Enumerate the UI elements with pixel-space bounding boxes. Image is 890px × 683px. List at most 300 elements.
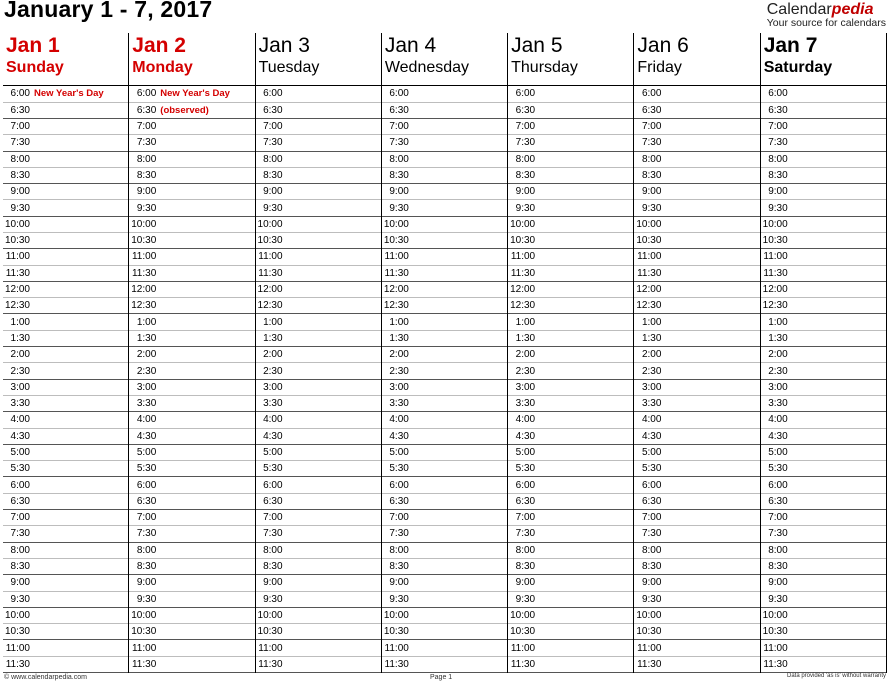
time-slot[interactable] (382, 477, 507, 493)
time-slot[interactable] (129, 412, 254, 428)
time-slot[interactable] (634, 657, 759, 673)
time-slot[interactable] (129, 266, 254, 282)
time-label: 6:30 (515, 104, 536, 116)
time-slot[interactable] (129, 592, 254, 608)
time-slot[interactable] (382, 86, 507, 102)
time-slot[interactable] (761, 461, 886, 477)
time-label: 1:00 (389, 316, 409, 328)
time-slot[interactable] (634, 559, 759, 575)
time-slot[interactable] (256, 135, 381, 151)
time-label: 4:00 (263, 414, 283, 426)
time-slot[interactable] (508, 380, 633, 396)
time-slot[interactable] (382, 184, 507, 200)
time-slot[interactable] (3, 657, 128, 673)
time-slot[interactable] (129, 461, 254, 477)
time-slot[interactable] (256, 608, 381, 624)
time-slot[interactable] (508, 412, 633, 428)
time-slot[interactable] (634, 412, 759, 428)
time-slot[interactable] (256, 461, 381, 477)
time-slot[interactable] (761, 363, 886, 379)
time-slot[interactable] (3, 86, 128, 102)
time-slot[interactable] (129, 200, 254, 216)
time-slot[interactable] (761, 168, 886, 184)
time-slot[interactable] (634, 184, 759, 200)
time-label: 4:00 (641, 414, 662, 426)
time-slot[interactable] (3, 461, 128, 477)
time-label: 6:00 (389, 88, 409, 100)
time-slot[interactable] (761, 152, 886, 168)
time-slot[interactable] (3, 477, 128, 493)
time-slot[interactable] (129, 282, 254, 298)
time-label: 9:30 (515, 202, 536, 214)
time-label: 9:00 (768, 577, 788, 589)
time-slot[interactable] (3, 152, 128, 168)
time-slot[interactable] (129, 559, 254, 575)
time-slot[interactable] (382, 380, 507, 396)
time-slot[interactable] (382, 298, 507, 314)
time-slot[interactable] (256, 86, 381, 102)
time-slot[interactable] (761, 510, 886, 526)
time-slot[interactable] (508, 184, 633, 200)
time-slot[interactable] (634, 200, 759, 216)
time-slot[interactable] (761, 477, 886, 493)
time-slot[interactable] (508, 200, 633, 216)
time-label: 8:00 (641, 153, 662, 165)
time-slot[interactable] (3, 608, 128, 624)
time-label: 12:00 (762, 284, 788, 296)
time-slot[interactable] (382, 461, 507, 477)
time-slot[interactable] (508, 249, 633, 265)
time-slot[interactable] (761, 429, 886, 445)
time-slot[interactable] (3, 363, 128, 379)
time-slot[interactable] (508, 217, 633, 233)
time-slot[interactable] (761, 135, 886, 151)
time-slot[interactable] (634, 282, 759, 298)
time-slot[interactable] (634, 314, 759, 330)
time-slot[interactable] (508, 266, 633, 282)
time-slot[interactable] (129, 624, 254, 640)
time-slot[interactable] (3, 249, 128, 265)
time-slot[interactable] (382, 608, 507, 624)
time-slot[interactable] (382, 282, 507, 298)
time-label: 4:30 (136, 430, 157, 442)
time-slot[interactable] (761, 331, 886, 347)
time-slot[interactable] (129, 526, 254, 542)
time-slot[interactable] (3, 233, 128, 249)
time-slot[interactable] (634, 135, 759, 151)
time-slot[interactable] (508, 363, 633, 379)
time-slot[interactable] (3, 331, 128, 347)
time-slot[interactable] (3, 347, 128, 363)
time-label: 8:00 (389, 544, 409, 556)
time-slot[interactable] (256, 445, 381, 461)
time-slot[interactable] (634, 266, 759, 282)
time-slot[interactable] (761, 249, 886, 265)
time-label: 11:30 (131, 267, 157, 279)
time-slot[interactable] (256, 152, 381, 168)
time-slot[interactable] (508, 396, 633, 412)
time-slot[interactable] (634, 592, 759, 608)
time-slot[interactable] (761, 543, 886, 559)
time-slot[interactable] (634, 298, 759, 314)
time-slot[interactable] (256, 266, 381, 282)
time-label: 11:30 (5, 267, 30, 279)
time-slot[interactable] (129, 477, 254, 493)
time-label: 3:00 (389, 381, 409, 393)
time-label: 9:30 (768, 593, 788, 605)
time-slot[interactable] (129, 152, 254, 168)
time-slot[interactable] (508, 331, 633, 347)
time-slot[interactable] (761, 233, 886, 249)
time-slot[interactable] (256, 347, 381, 363)
time-slot[interactable] (256, 168, 381, 184)
time-slot[interactable] (634, 608, 759, 624)
time-label: 2:30 (768, 365, 788, 377)
time-slot[interactable] (382, 657, 507, 673)
time-slot[interactable] (256, 412, 381, 428)
time-slot[interactable] (634, 380, 759, 396)
time-label: 12:30 (383, 300, 409, 312)
time-slot[interactable] (256, 429, 381, 445)
time-slot[interactable] (634, 152, 759, 168)
time-slot[interactable] (761, 314, 886, 330)
time-slot[interactable] (256, 184, 381, 200)
time-label: 12:00 (510, 284, 536, 296)
time-slot[interactable] (129, 380, 254, 396)
time-slot[interactable] (634, 640, 759, 656)
time-slot[interactable] (382, 543, 507, 559)
time-slot[interactable] (256, 592, 381, 608)
time-slot[interactable] (382, 445, 507, 461)
time-slot[interactable] (129, 347, 254, 363)
time-slot[interactable] (256, 282, 381, 298)
time-slot[interactable] (761, 445, 886, 461)
time-slot[interactable] (382, 559, 507, 575)
time-slot[interactable] (382, 249, 507, 265)
time-slot[interactable] (508, 510, 633, 526)
time-slot[interactable] (3, 119, 128, 135)
time-slot[interactable] (3, 526, 128, 542)
time-label: 1:00 (136, 316, 157, 328)
time-label: 7:30 (10, 528, 30, 540)
time-slot[interactable] (508, 282, 633, 298)
time-slot-list (3, 85, 128, 673)
time-label: 10:30 (510, 235, 536, 247)
time-slot[interactable] (3, 592, 128, 608)
time-slot[interactable] (129, 233, 254, 249)
time-slot[interactable] (3, 429, 128, 445)
time-slot[interactable] (256, 510, 381, 526)
time-slot[interactable] (3, 314, 128, 330)
time-slot[interactable] (761, 103, 886, 119)
time-slot[interactable] (508, 119, 633, 135)
time-slot[interactable] (761, 494, 886, 510)
time-slot[interactable] (3, 412, 128, 428)
time-slot[interactable] (382, 217, 507, 233)
time-slot[interactable] (508, 477, 633, 493)
time-slot[interactable] (634, 119, 759, 135)
time-slot[interactable] (634, 233, 759, 249)
time-slot[interactable] (508, 445, 633, 461)
time-slot[interactable] (382, 200, 507, 216)
time-slot[interactable] (3, 559, 128, 575)
time-slot[interactable] (508, 135, 633, 151)
time-slot[interactable] (634, 363, 759, 379)
time-slot[interactable] (3, 494, 128, 510)
time-slot[interactable] (129, 217, 254, 233)
time-slot[interactable] (129, 86, 254, 102)
time-slot[interactable] (382, 168, 507, 184)
time-slot[interactable] (3, 168, 128, 184)
time-slot[interactable] (256, 477, 381, 493)
time-slot[interactable] (3, 184, 128, 200)
time-slot[interactable] (129, 119, 254, 135)
time-slot[interactable] (508, 608, 633, 624)
time-slot[interactable] (256, 363, 381, 379)
time-slot[interactable] (761, 266, 886, 282)
time-slot[interactable] (129, 445, 254, 461)
time-slot[interactable] (761, 184, 886, 200)
time-label: 3:30 (263, 398, 283, 410)
time-slot[interactable] (382, 624, 507, 640)
time-slot[interactable] (508, 526, 633, 542)
time-slot[interactable] (382, 119, 507, 135)
time-slot[interactable] (634, 347, 759, 363)
brand-name (767, 1, 886, 18)
time-slot[interactable] (382, 429, 507, 445)
time-slot[interactable] (129, 249, 254, 265)
time-slot[interactable] (761, 200, 886, 216)
time-slot[interactable] (256, 494, 381, 510)
time-slot[interactable] (508, 298, 633, 314)
time-slot[interactable] (382, 233, 507, 249)
time-slot[interactable] (129, 494, 254, 510)
time-slot[interactable] (508, 494, 633, 510)
time-label: 7:30 (389, 137, 409, 149)
time-slot[interactable] (129, 331, 254, 347)
time-slot[interactable] (382, 592, 507, 608)
time-slot[interactable] (3, 396, 128, 412)
time-slot[interactable] (3, 445, 128, 461)
time-label: 10:30 (4, 626, 30, 638)
time-slot[interactable] (761, 217, 886, 233)
time-slot[interactable] (634, 396, 759, 412)
time-slot[interactable] (508, 640, 633, 656)
time-slot[interactable] (508, 103, 633, 119)
time-slot[interactable] (508, 657, 633, 673)
time-slot[interactable] (129, 168, 254, 184)
time-slot[interactable] (761, 559, 886, 575)
time-slot[interactable] (508, 592, 633, 608)
time-slot[interactable] (382, 331, 507, 347)
time-slot[interactable] (761, 412, 886, 428)
time-slot[interactable] (3, 135, 128, 151)
time-slot[interactable] (634, 86, 759, 102)
time-slot[interactable] (761, 298, 886, 314)
time-slot[interactable] (508, 152, 633, 168)
time-slot[interactable] (634, 249, 759, 265)
time-slot[interactable] (3, 200, 128, 216)
time-slot[interactable] (761, 592, 886, 608)
time-slot[interactable] (508, 347, 633, 363)
time-label: 11:30 (384, 267, 409, 279)
time-slot[interactable] (382, 103, 507, 119)
time-slot-list (761, 85, 886, 673)
time-slot[interactable] (3, 510, 128, 526)
time-slot[interactable] (634, 477, 759, 493)
time-slot[interactable] (761, 282, 886, 298)
time-slot[interactable] (129, 135, 254, 151)
time-label: 1:00 (515, 316, 536, 328)
time-slot[interactable] (129, 298, 254, 314)
time-slot[interactable] (382, 640, 507, 656)
time-label: 1:00 (263, 316, 283, 328)
time-slot[interactable] (3, 266, 128, 282)
time-slot[interactable] (3, 282, 128, 298)
time-slot[interactable] (634, 575, 759, 591)
time-slot[interactable] (508, 429, 633, 445)
time-label: 10:00 (636, 218, 662, 230)
time-slot[interactable] (3, 543, 128, 559)
time-slot[interactable] (256, 249, 381, 265)
time-slot[interactable] (508, 314, 633, 330)
time-slot[interactable] (129, 608, 254, 624)
time-slot[interactable] (761, 526, 886, 542)
time-label: 8:00 (389, 153, 409, 165)
time-slot[interactable] (634, 217, 759, 233)
time-slot[interactable] (3, 103, 128, 119)
time-slot[interactable] (256, 314, 381, 330)
time-slot[interactable] (382, 314, 507, 330)
time-label: 5:30 (10, 463, 30, 475)
time-label: 7:30 (641, 137, 662, 149)
time-slot[interactable] (129, 429, 254, 445)
time-slot[interactable] (129, 657, 254, 673)
time-slot[interactable] (3, 640, 128, 656)
time-slot[interactable] (508, 461, 633, 477)
time-label: 9:00 (515, 186, 536, 198)
time-slot[interactable] (3, 624, 128, 640)
time-slot[interactable] (256, 331, 381, 347)
time-slot[interactable] (634, 331, 759, 347)
time-slot[interactable] (382, 135, 507, 151)
time-slot[interactable] (256, 559, 381, 575)
time-slot[interactable] (508, 543, 633, 559)
time-slot[interactable] (256, 200, 381, 216)
time-label: 1:30 (263, 332, 283, 344)
time-slot[interactable] (508, 559, 633, 575)
time-slot[interactable] (634, 494, 759, 510)
time-label: 8:30 (10, 561, 30, 573)
time-slot[interactable] (761, 608, 886, 624)
time-slot[interactable] (634, 624, 759, 640)
time-slot[interactable] (634, 526, 759, 542)
day-weekday: Saturday (763, 59, 833, 76)
time-slot[interactable] (508, 168, 633, 184)
time-slot[interactable] (129, 184, 254, 200)
time-slot[interactable] (634, 461, 759, 477)
time-label: 10:00 (383, 218, 409, 230)
time-label: 6:30 (263, 104, 283, 116)
time-slot[interactable] (634, 429, 759, 445)
time-slot[interactable] (256, 380, 381, 396)
time-slot[interactable] (129, 640, 254, 656)
time-slot[interactable] (634, 510, 759, 526)
time-label: 12:00 (636, 284, 662, 296)
time-slot[interactable] (256, 657, 381, 673)
time-slot[interactable] (129, 396, 254, 412)
time-slot[interactable] (761, 380, 886, 396)
time-slot[interactable] (256, 575, 381, 591)
time-slot[interactable] (256, 526, 381, 542)
time-slot[interactable] (508, 233, 633, 249)
time-slot[interactable] (382, 347, 507, 363)
time-slot[interactable] (3, 380, 128, 396)
time-slot[interactable] (382, 510, 507, 526)
time-slot[interactable] (129, 314, 254, 330)
time-slot[interactable] (382, 266, 507, 282)
time-slot[interactable] (634, 103, 759, 119)
time-label: 1:30 (389, 332, 409, 344)
time-slot[interactable] (256, 298, 381, 314)
time-slot[interactable] (256, 217, 381, 233)
time-slot[interactable] (256, 233, 381, 249)
time-slot[interactable] (256, 103, 381, 119)
time-slot[interactable] (382, 575, 507, 591)
time-slot[interactable] (761, 575, 886, 591)
time-slot[interactable] (3, 298, 128, 314)
time-slot[interactable] (129, 543, 254, 559)
time-slot[interactable] (129, 510, 254, 526)
time-slot[interactable] (634, 543, 759, 559)
time-slot[interactable] (129, 103, 254, 119)
time-slot[interactable] (256, 640, 381, 656)
time-slot[interactable] (382, 494, 507, 510)
time-label: 10:30 (762, 235, 788, 247)
time-slot[interactable] (256, 396, 381, 412)
time-slot[interactable] (761, 119, 886, 135)
time-slot[interactable] (3, 217, 128, 233)
time-slot[interactable] (256, 119, 381, 135)
time-label: 6:00 (136, 88, 157, 100)
time-label: 6:30 (768, 495, 788, 507)
time-slot[interactable] (761, 86, 886, 102)
time-slot[interactable] (761, 640, 886, 656)
time-slot[interactable] (761, 396, 886, 412)
time-slot[interactable] (129, 363, 254, 379)
time-slot[interactable] (761, 624, 886, 640)
time-slot[interactable] (634, 445, 759, 461)
time-slot[interactable] (508, 575, 633, 591)
time-slot[interactable] (382, 152, 507, 168)
time-slot[interactable] (634, 168, 759, 184)
time-label: 7:00 (768, 512, 788, 524)
time-slot[interactable] (508, 624, 633, 640)
time-slot[interactable] (382, 396, 507, 412)
time-slot[interactable] (382, 412, 507, 428)
time-slot[interactable] (508, 86, 633, 102)
time-slot[interactable] (761, 657, 886, 673)
time-label: 11:30 (510, 658, 536, 670)
time-slot[interactable] (382, 363, 507, 379)
time-label: 11:30 (258, 267, 283, 279)
time-slot[interactable] (256, 624, 381, 640)
time-slot[interactable] (382, 526, 507, 542)
time-slot[interactable] (3, 575, 128, 591)
time-slot[interactable] (256, 543, 381, 559)
time-slot[interactable] (129, 575, 254, 591)
time-slot[interactable] (761, 347, 886, 363)
